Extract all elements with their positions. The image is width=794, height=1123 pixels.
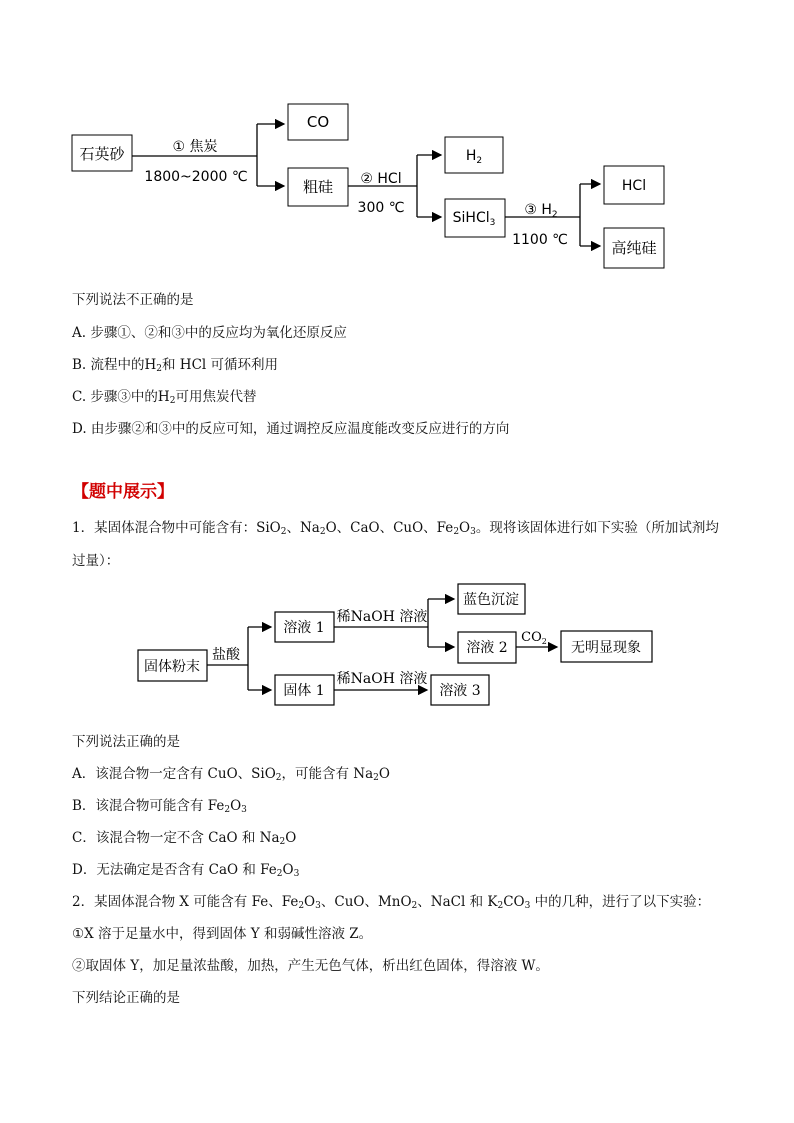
- q0-prompt: 下列说法不正确的是: [72, 292, 194, 308]
- q1-prompt: 下列说法正确的是: [72, 734, 180, 750]
- dilute-naoh-top: 稀NaOH 溶液: [336, 609, 428, 625]
- step3-label: ③ $H_2$: [524, 202, 558, 220]
- q0-option-c: C. 步骤③中的$H_2$可用焦炭代替: [72, 389, 257, 406]
- hcl-label: HCl: [621, 178, 647, 194]
- sihcl3-label: SiHCl$_3$: [452, 210, 496, 228]
- pure-si-label: 高纯硅: [611, 239, 657, 257]
- blue-ppt-label: 蓝色沉淀: [463, 592, 519, 608]
- section-title: 【题中展示】: [72, 482, 174, 502]
- q0-option-b: B. 流程中的$H_2$和 HCl 可循环利用: [72, 357, 279, 374]
- step1-temp: 1800~2000 ℃: [144, 169, 248, 185]
- q1-option-a: A．该混合物一定含有 CuO、SiO$_2$，可能含有 $Na_2O$: [72, 766, 390, 783]
- q1-stem-line1: 1．某固体混合物中可能含有：SiO$_2$、$Na_2O$、CaO、CuO、$Fe_2O_3$。现将该固体进行如下实验（所加试剂均: [72, 520, 719, 537]
- q2-prompt: 下列结论正确的是: [72, 990, 180, 1006]
- step1-label: ① 焦炭: [172, 139, 218, 155]
- mixture-experiment-diagram: [0, 575, 794, 715]
- q2-step1: ①X 溶于足量水中，得到固体 Y 和弱碱性溶液 Z。: [72, 926, 373, 942]
- step2-label: ② HCl: [360, 171, 402, 187]
- q1-option-d: D．无法确定是否含有 CaO 和 $Fe_2O_3$: [72, 862, 300, 879]
- solution2-label: 溶液 2: [466, 640, 508, 656]
- co2-label: $CO_2$: [521, 630, 547, 646]
- q2-step2: ②取固体 Y，加足量浓盐酸，加热，产生无色气体，析出红色固体，得溶液 W。: [72, 958, 549, 974]
- crude-si-label: 粗硅: [302, 178, 334, 196]
- step2-temp: 300 ℃: [357, 200, 405, 216]
- no-change-label: 无明显现象: [571, 640, 641, 656]
- solid1-label: 固体 1: [283, 683, 325, 699]
- solution3-label: 溶液 3: [439, 683, 481, 699]
- solution1-label: 溶液 1: [283, 620, 325, 636]
- powder-label: 固体粉末: [144, 659, 200, 675]
- hcl-reagent: 盐酸: [212, 647, 240, 663]
- q0-option-d: D. 由步骤②和③中的反应可知，通过调控反应温度能改变反应进行的方向: [72, 421, 510, 437]
- dilute-naoh-bottom: 稀NaOH 溶液: [336, 671, 428, 687]
- silicon-process-diagram: [0, 95, 794, 275]
- co-label: CO: [306, 113, 330, 131]
- h2-label: $H_2$: [465, 148, 483, 166]
- q0-option-a: A. 步骤①、②和③中的反应均为氧化还原反应: [72, 325, 347, 341]
- q1-stem-line2: 过量）：: [72, 553, 120, 569]
- q1-option-b: B．该混合物可能含有 $Fe_2O_3$: [72, 798, 247, 815]
- step3-temp: 1100 ℃: [512, 232, 568, 248]
- q2-stem: 2．某固体混合物 X 可能含有 Fe、$Fe_2O_3$、CuO、MnO$_2$、NaCl 和 $K_2CO_3$ 中的几种，进行了以下实验：: [72, 894, 711, 911]
- quartz-label: 石英砂: [79, 145, 125, 163]
- q1-option-c: C．该混合物一定不含 CaO 和 $Na_2O$: [72, 830, 297, 847]
